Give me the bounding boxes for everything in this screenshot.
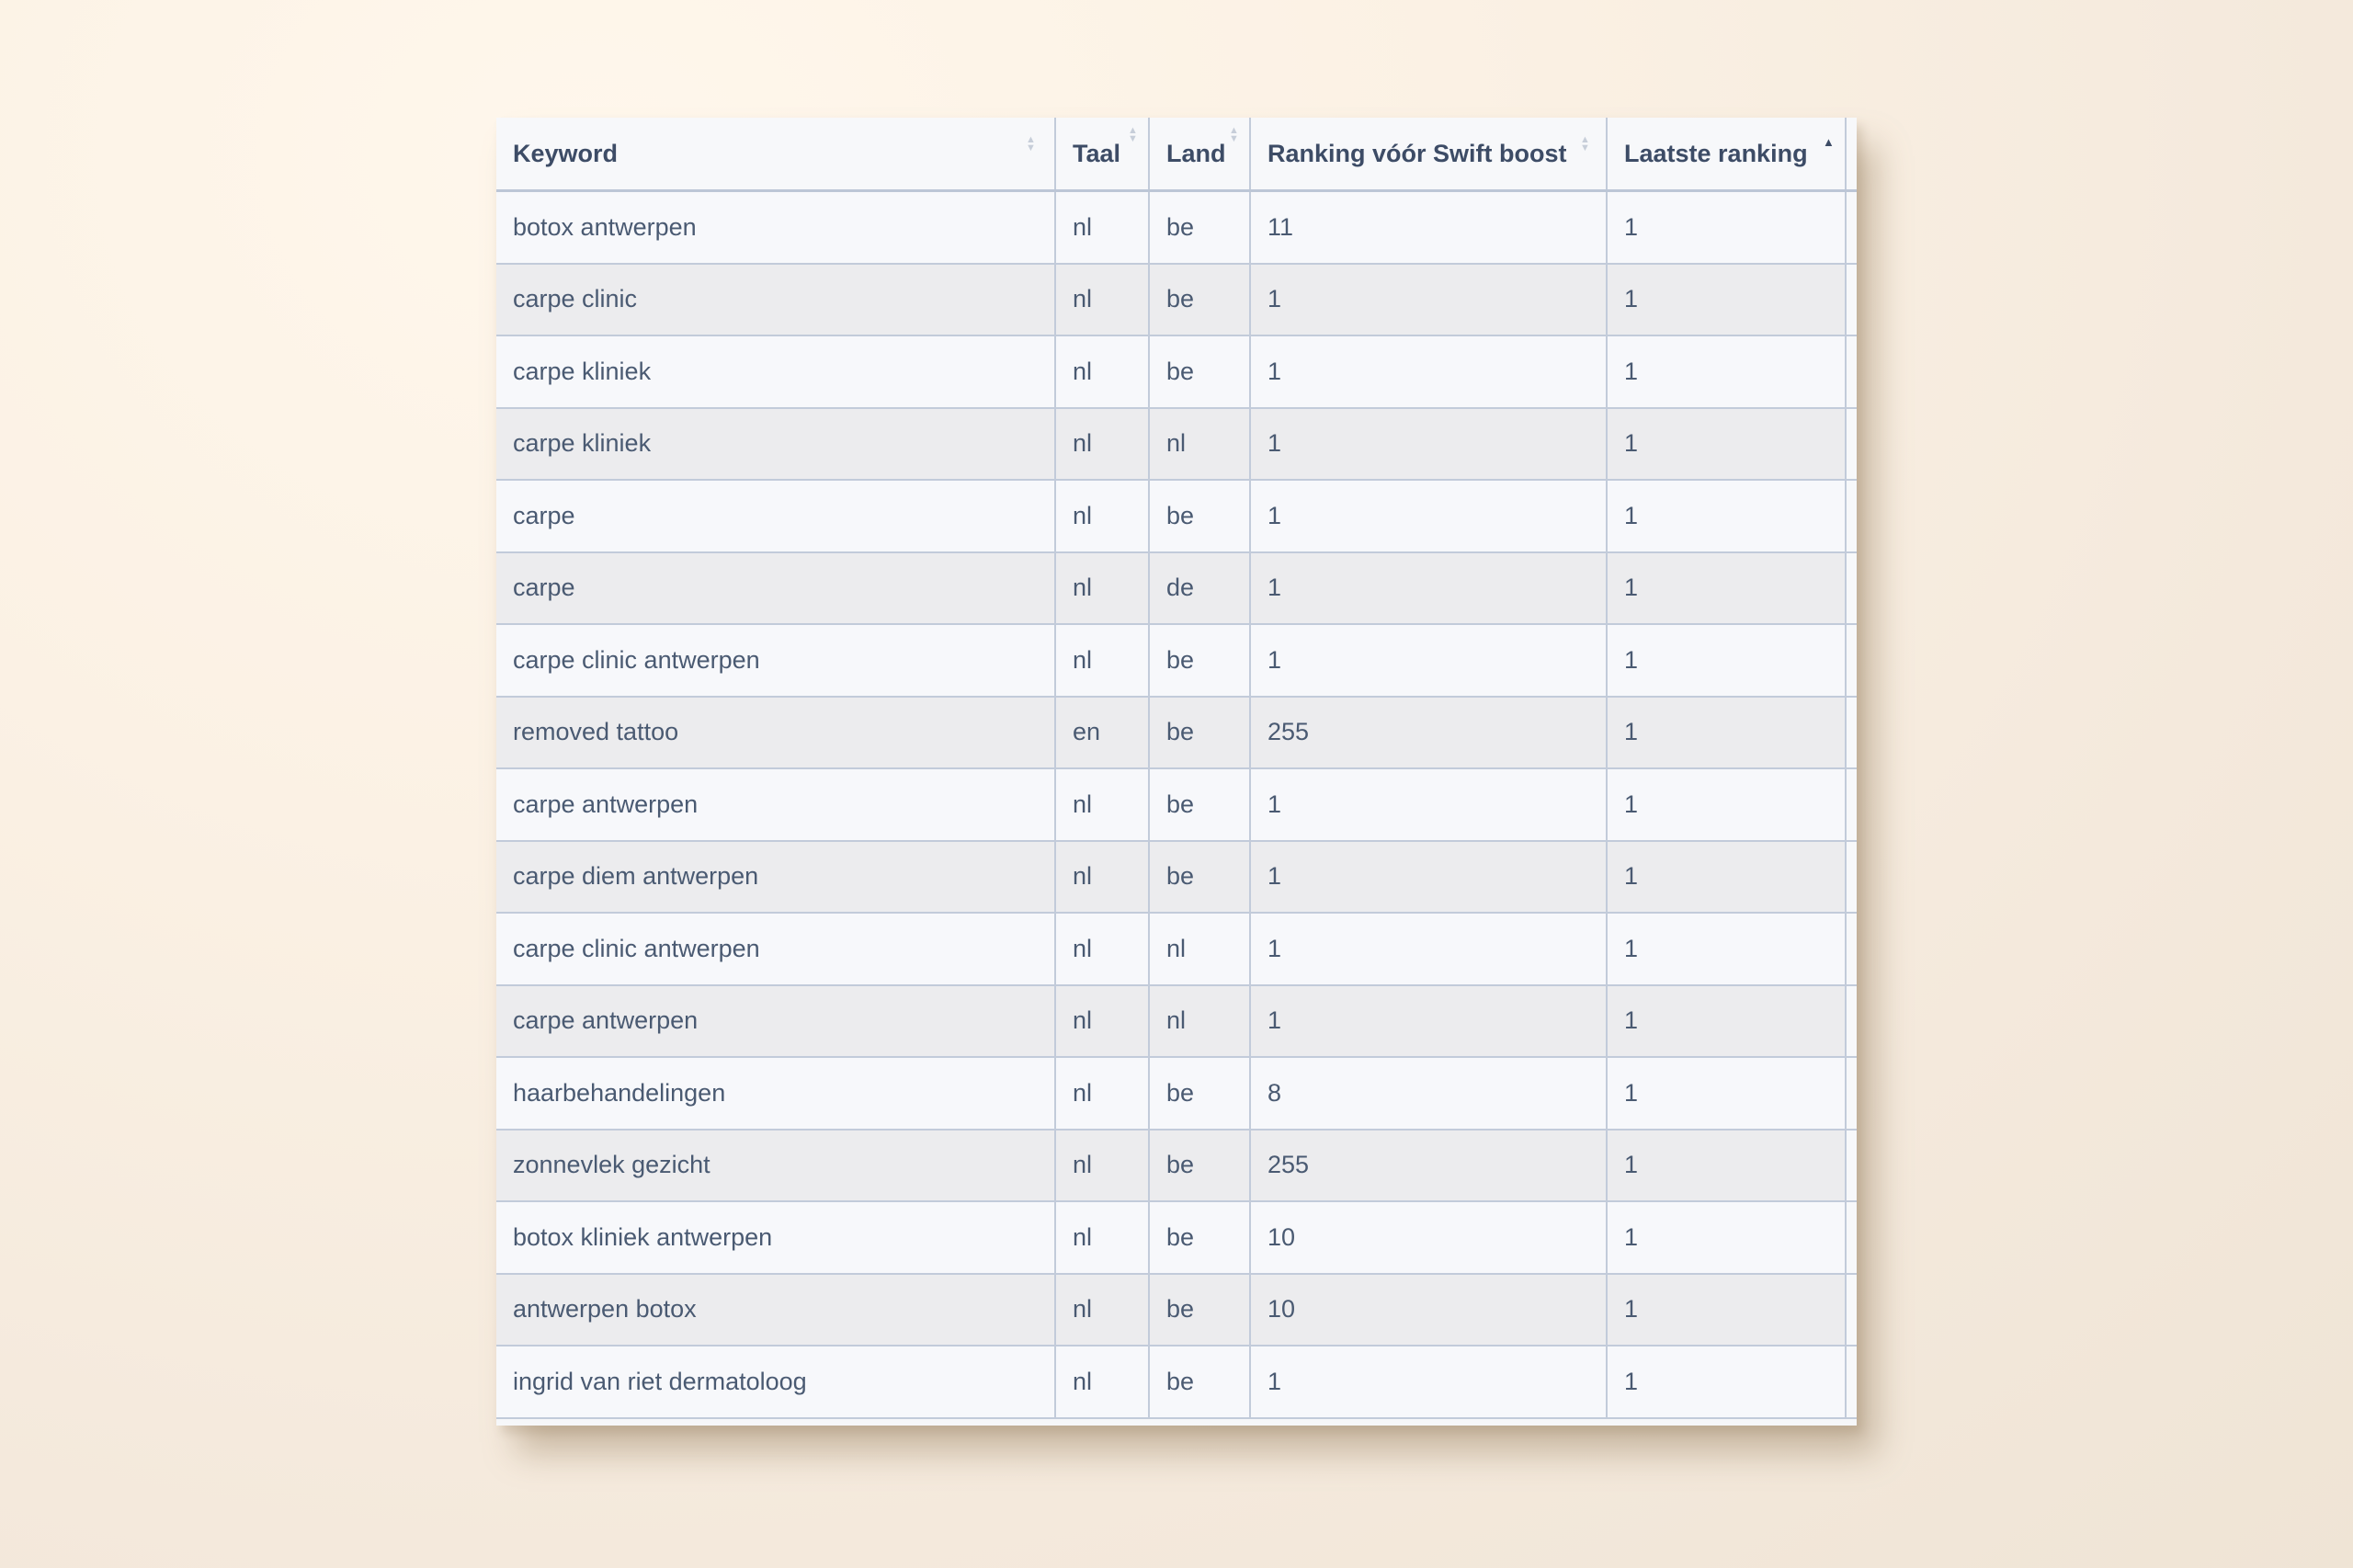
sort-icon[interactable]: ▲ ▼ <box>1229 125 1239 144</box>
cell-land: be <box>1149 480 1250 552</box>
row-spacer <box>1846 191 1857 264</box>
cell-land: be <box>1149 768 1250 841</box>
table-row <box>496 408 1857 481</box>
cell-ranking-voor-swift-boost: 1 <box>1250 985 1607 1058</box>
cell-taal: nl <box>1055 264 1149 336</box>
column-header-laatste-ranking[interactable] <box>1607 118 1846 191</box>
column-header-land[interactable] <box>1149 118 1250 191</box>
cell-laatste-ranking: 1 <box>1607 913 1846 985</box>
cell-ranking-voor-swift-boost: 1 <box>1250 768 1607 841</box>
row-spacer <box>1846 841 1857 914</box>
cell-land: be <box>1149 1201 1250 1274</box>
cell-land: nl <box>1149 985 1250 1058</box>
table-row <box>496 1201 1857 1274</box>
header-spacer <box>1846 118 1857 191</box>
table-row <box>496 335 1857 408</box>
table-row <box>496 1346 1857 1418</box>
column-header-ranking-voor-swift-boost[interactable] <box>1250 118 1607 191</box>
cell-keyword: botox antwerpen <box>496 191 1055 264</box>
cell-laatste-ranking: 1 <box>1607 1201 1846 1274</box>
column-header-keyword[interactable] <box>496 118 1055 191</box>
cell-laatste-ranking: 1 <box>1607 768 1846 841</box>
cell-laatste-ranking: 1 <box>1607 1057 1846 1130</box>
cell-land: nl <box>1149 913 1250 985</box>
column-header-label: Keyword <box>513 139 619 167</box>
keyword-ranking-table-card <box>496 118 1857 1426</box>
cell-ranking-voor-swift-boost: 1 <box>1250 841 1607 914</box>
row-spacer <box>1846 552 1857 625</box>
row-spacer <box>1846 1346 1857 1418</box>
row-spacer <box>1846 913 1857 985</box>
column-header-label: Taal <box>1073 139 1121 167</box>
table-row <box>496 985 1857 1058</box>
cell-ranking-voor-swift-boost: 11 <box>1250 191 1607 264</box>
cell-ranking-voor-swift-boost: 1 <box>1250 408 1607 481</box>
cell-laatste-ranking: 1 <box>1607 1346 1846 1418</box>
cell-ranking-voor-swift-boost: 10 <box>1250 1274 1607 1346</box>
table-row <box>496 191 1857 264</box>
cell-ranking-voor-swift-boost: 1 <box>1250 552 1607 625</box>
row-spacer <box>1846 335 1857 408</box>
row-spacer <box>1846 480 1857 552</box>
cell-taal: nl <box>1055 1201 1149 1274</box>
cell-taal: nl <box>1055 913 1149 985</box>
cell-laatste-ranking: 1 <box>1607 264 1846 336</box>
cell-ranking-voor-swift-boost: 10 <box>1250 1201 1607 1274</box>
cell-keyword: carpe diem antwerpen <box>496 841 1055 914</box>
table-row <box>496 552 1857 625</box>
cell-taal: nl <box>1055 841 1149 914</box>
table-row <box>496 624 1857 697</box>
cell-keyword: antwerpen botox <box>496 1274 1055 1346</box>
table-row <box>496 1274 1857 1346</box>
cell-ranking-voor-swift-boost: 255 <box>1250 697 1607 769</box>
cell-ranking-voor-swift-boost: 1 <box>1250 624 1607 697</box>
table-row <box>496 1057 1857 1130</box>
cell-taal: en <box>1055 697 1149 769</box>
cell-laatste-ranking: 1 <box>1607 335 1846 408</box>
cell-land: be <box>1149 1130 1250 1202</box>
cell-ranking-voor-swift-boost: 255 <box>1250 1130 1607 1202</box>
cell-keyword: zonnevlek gezicht <box>496 1130 1055 1202</box>
sort-icon[interactable]: ▲ ▼ <box>1580 134 1590 153</box>
cell-ranking-voor-swift-boost: 1 <box>1250 264 1607 336</box>
column-header-label: Laatste ranking <box>1624 139 1808 167</box>
cell-laatste-ranking: 1 <box>1607 552 1846 625</box>
cell-taal: nl <box>1055 1274 1149 1346</box>
cell-land: be <box>1149 1057 1250 1130</box>
cell-laatste-ranking: 1 <box>1607 841 1846 914</box>
cell-land: be <box>1149 624 1250 697</box>
keyword-ranking-table <box>496 118 1857 1419</box>
cell-land: be <box>1149 1274 1250 1346</box>
cell-land: be <box>1149 841 1250 914</box>
cell-keyword: carpe antwerpen <box>496 768 1055 841</box>
cell-taal: nl <box>1055 985 1149 1058</box>
cell-ranking-voor-swift-boost: 1 <box>1250 913 1607 985</box>
cell-keyword: carpe clinic antwerpen <box>496 624 1055 697</box>
row-spacer <box>1846 985 1857 1058</box>
cell-keyword: carpe clinic antwerpen <box>496 913 1055 985</box>
cell-land: be <box>1149 191 1250 264</box>
cell-taal: nl <box>1055 1130 1149 1202</box>
row-spacer <box>1846 697 1857 769</box>
cell-taal: nl <box>1055 191 1149 264</box>
cell-taal: nl <box>1055 552 1149 625</box>
row-spacer <box>1846 1201 1857 1274</box>
table-row <box>496 913 1857 985</box>
cell-laatste-ranking: 1 <box>1607 1130 1846 1202</box>
row-spacer <box>1846 408 1857 481</box>
cell-taal: nl <box>1055 408 1149 481</box>
cell-land: be <box>1149 335 1250 408</box>
cell-taal: nl <box>1055 1057 1149 1130</box>
cell-land: de <box>1149 552 1250 625</box>
cell-keyword: carpe kliniek <box>496 335 1055 408</box>
cell-ranking-voor-swift-boost: 8 <box>1250 1057 1607 1130</box>
cell-keyword: carpe <box>496 552 1055 625</box>
cell-ranking-voor-swift-boost: 1 <box>1250 480 1607 552</box>
cell-keyword: carpe kliniek <box>496 408 1055 481</box>
cell-laatste-ranking: 1 <box>1607 480 1846 552</box>
cell-land: be <box>1149 264 1250 336</box>
sort-ascending-icon[interactable]: ▲ <box>1823 135 1835 149</box>
cell-laatste-ranking: 1 <box>1607 191 1846 264</box>
sort-icon[interactable]: ▲ ▼ <box>1128 125 1138 144</box>
cell-keyword: carpe clinic <box>496 264 1055 336</box>
table-row <box>496 1130 1857 1202</box>
sort-icon[interactable]: ▲ ▼ <box>1026 134 1036 153</box>
row-spacer <box>1846 768 1857 841</box>
table-row <box>496 264 1857 336</box>
cell-taal: nl <box>1055 335 1149 408</box>
table-body <box>496 191 1857 1418</box>
cell-taal: nl <box>1055 768 1149 841</box>
cell-ranking-voor-swift-boost: 1 <box>1250 1346 1607 1418</box>
column-header-label: Land <box>1166 139 1226 167</box>
table-row <box>496 480 1857 552</box>
cell-keyword: ingrid van riet dermatoloog <box>496 1346 1055 1418</box>
cell-laatste-ranking: 1 <box>1607 624 1846 697</box>
cell-keyword: carpe antwerpen <box>496 985 1055 1058</box>
cell-laatste-ranking: 1 <box>1607 697 1846 769</box>
row-spacer <box>1846 1130 1857 1202</box>
cell-laatste-ranking: 1 <box>1607 408 1846 481</box>
row-spacer <box>1846 624 1857 697</box>
cell-keyword: botox kliniek antwerpen <box>496 1201 1055 1274</box>
cell-keyword: carpe <box>496 480 1055 552</box>
cell-land: be <box>1149 1346 1250 1418</box>
cell-keyword: removed tattoo <box>496 697 1055 769</box>
cell-taal: nl <box>1055 1346 1149 1418</box>
table-row <box>496 697 1857 769</box>
cell-ranking-voor-swift-boost: 1 <box>1250 335 1607 408</box>
column-header-taal[interactable] <box>1055 118 1149 191</box>
table-row <box>496 841 1857 914</box>
cell-laatste-ranking: 1 <box>1607 985 1846 1058</box>
row-spacer <box>1846 1057 1857 1130</box>
cell-laatste-ranking: 1 <box>1607 1274 1846 1346</box>
table-row <box>496 768 1857 841</box>
cell-taal: nl <box>1055 624 1149 697</box>
cell-land: nl <box>1149 408 1250 481</box>
cell-taal: nl <box>1055 480 1149 552</box>
table-header-row <box>496 118 1857 191</box>
row-spacer <box>1846 264 1857 336</box>
cell-keyword: haarbehandelingen <box>496 1057 1055 1130</box>
row-spacer <box>1846 1274 1857 1346</box>
cell-land: be <box>1149 697 1250 769</box>
column-header-label: Ranking vóór Swift boost <box>1267 139 1567 167</box>
